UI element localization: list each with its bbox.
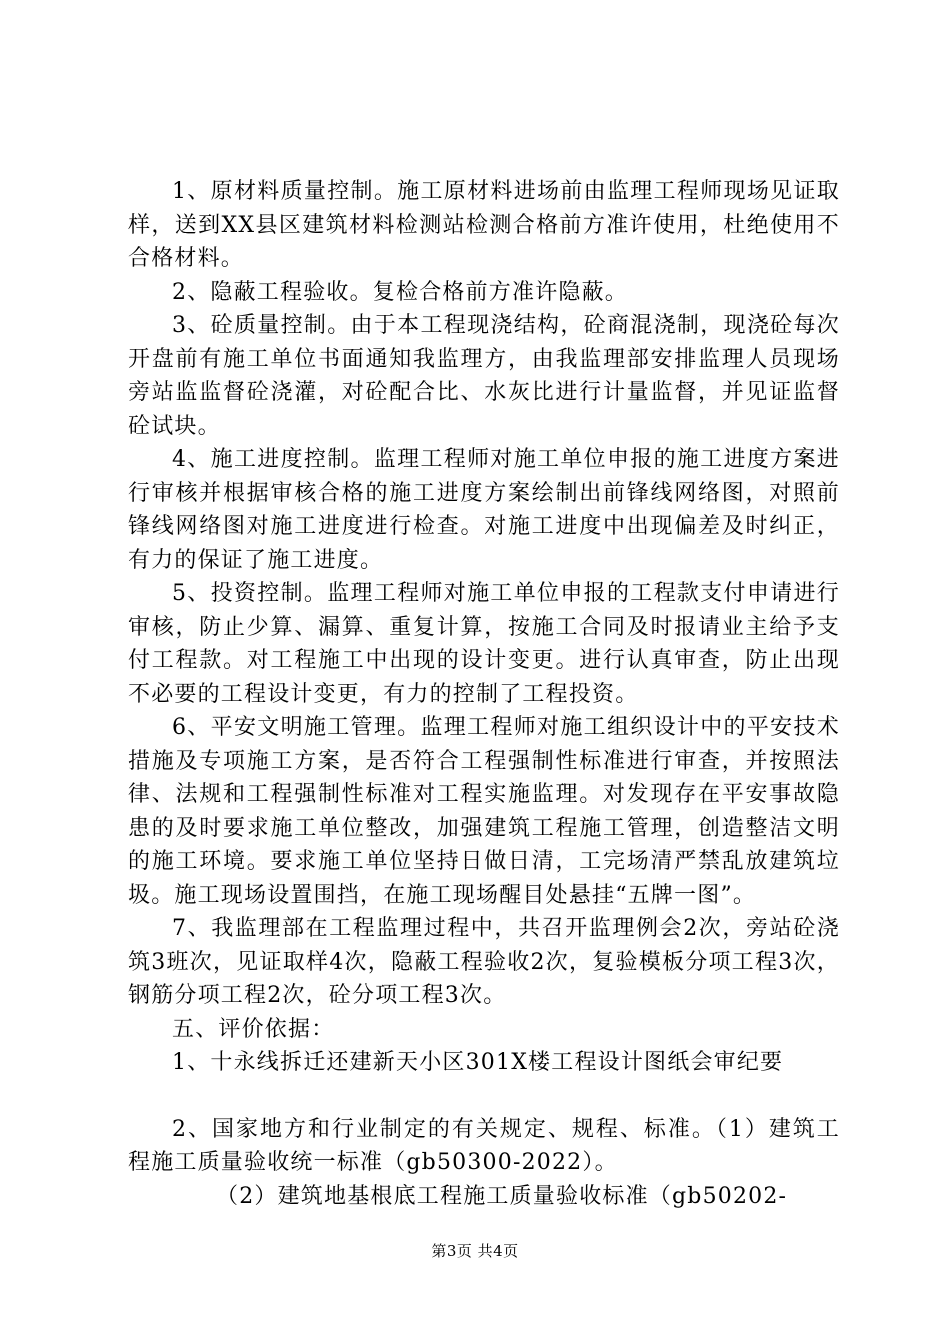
paragraph-investment-control: 5、投资控制。监理工程师对施工单位申报的工程款支付申请进行审核，防止少算、漏算、重复计算，按施工合同及时报请业主给予支付工程款。对工程施工中出现的设计变更。进行认真审查，防止出现不必要的工程设计变更，有力的控制了工程投资。: [128, 581, 840, 707]
paragraph-material-quality: 1、原材料质量控制。施工原材料进场前由监理工程师现场见证取样，送到XX县区建筑材料检测站检测合格前方准许使用，杜绝使用不合格材料。: [128, 179, 840, 271]
paragraph-basis-2: 2、国家地方和行业制定的有关规定、规程、标准。（1）建筑工程施工质量验收统一标准（gb50300-2022）。: [128, 1116, 840, 1175]
paragraph-basis-1: 1、十永线拆迁还建新天小区301X楼工程设计图纸会审纪要: [172, 1050, 784, 1075]
paragraph-basis-2-item-2: （2）建筑地基根底工程施工质量验收标准（gb50202-: [216, 1183, 788, 1209]
paragraph-supervision-summary: 7、我监理部在工程监理过程中，共召开监理例会2次，旁站砼浇筑3班次，见证取样4次，隐蔽工程验收2次，复验模板分项工程3次，钢筋分项工程2次，砼分项工程3次。: [128, 916, 840, 1008]
paragraph-safety-management: 6、平安文明施工管理。监理工程师对施工组织设计中的平安技术措施及专项施工方案，是否符合工程强制性标准进行审查，并按照法律、法规和工程强制性标准对工程实施监理。对发现存在平安事故隐患的及时要求施工单位整改，加强建筑工程施工管理，创造整洁文明的施工环境。要求施工单位坚持日做日清，工完场清严禁乱放建筑垃圾。施工现场设置围挡，在施工现场醒目处悬挂“五牌一图”。: [128, 715, 840, 908]
paragraph-concealed-acceptance: 2、隐蔽工程验收。复检合格前方准许隐蔽。: [172, 279, 628, 305]
section-heading-evaluation-basis: 五、评价依据：: [172, 1016, 335, 1042]
page-footer: 第3页 共4页: [431, 1242, 519, 1260]
paragraph-concrete-quality: 3、砼质量控制。由于本工程现浇结构，砼商混浇制，现浇砼每次开盘前有施工单位书面通知我监理方，由我监理部安排监理人员现场旁站监监督砼浇灌，对砼配合比、水灰比进行计量监督，并见证监督砼试块。: [128, 313, 840, 439]
paragraph-schedule-control: 4、施工进度控制。监理工程师对施工单位申报的施工进度方案进行审核并根据审核合格的施工进度方案绘制出前锋线网络图，对照前锋线网络图对施工进度进行检查。对施工进度中出现偏差及时纠正，有力的保证了施工进度。: [128, 447, 840, 573]
document-body: [128, 175, 840, 1213]
